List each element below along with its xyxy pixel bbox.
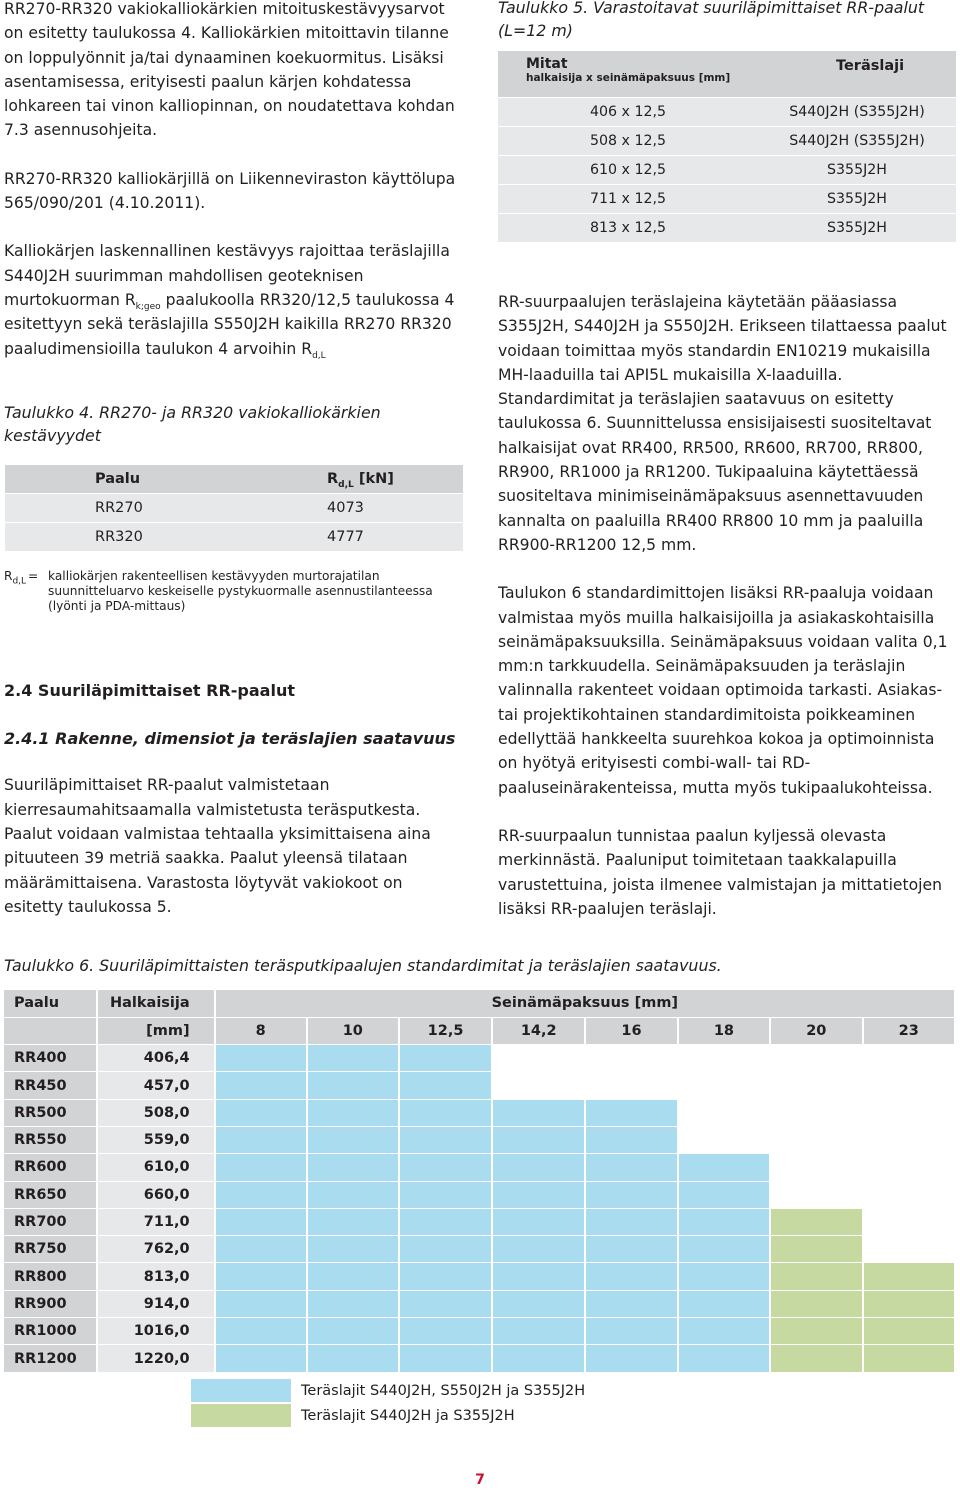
availability-cell — [492, 1126, 585, 1153]
table-row — [4, 1208, 955, 1235]
table6-col-paalu: Paalu — [4, 990, 97, 1017]
availability-cell — [399, 1263, 492, 1290]
table-row — [4, 1318, 955, 1345]
availability-cell — [770, 1318, 862, 1345]
availability-cell — [399, 1208, 492, 1235]
availability-cell — [399, 1318, 492, 1345]
table4-note — [4, 569, 466, 614]
pile-name: RR700 — [4, 1208, 97, 1235]
table6-header-row-1 — [4, 990, 955, 1017]
availability-cell — [678, 1154, 770, 1181]
availability-cell — [492, 1263, 585, 1290]
availability-cell — [585, 1318, 677, 1345]
table6-thickness-header: 12,5 — [399, 1017, 492, 1044]
pile-diameter: 1220,0 — [97, 1345, 215, 1372]
legend-swatch-green — [191, 1404, 291, 1427]
table5-cell: 610 x 12,5 — [498, 155, 758, 184]
availability-cell — [215, 1290, 307, 1317]
availability-cell — [307, 1126, 399, 1153]
availability-cell — [863, 1345, 955, 1372]
availability-cell — [215, 1318, 307, 1345]
note-text: kalliokärjen rakenteellisen kestävyyden murtorajatilan suunnitteluarvo keskeiselle pystykuormalle asennustilanteessa (lyönti ja PDA-mittaus) — [48, 569, 433, 614]
pile-diameter: 914,0 — [97, 1290, 215, 1317]
availability-cell — [863, 1318, 955, 1345]
table5-cell: S440J2H (S355J2H) — [758, 126, 956, 155]
pile-diameter: 457,0 — [97, 1072, 215, 1099]
availability-cell — [585, 1099, 677, 1126]
availability-cell — [678, 1318, 770, 1345]
pile-diameter: 762,0 — [97, 1236, 215, 1263]
table6-thickness-header: 10 — [307, 1017, 399, 1044]
availability-cell — [863, 1208, 955, 1235]
availability-cell — [678, 1181, 770, 1208]
table4-cell: 4073 — [235, 494, 463, 523]
availability-cell — [492, 1290, 585, 1317]
table-row — [498, 97, 956, 126]
availability-cell — [399, 1154, 492, 1181]
availability-cell — [770, 1072, 862, 1099]
availability-cell — [863, 1045, 955, 1072]
availability-cell — [215, 1263, 307, 1290]
availability-cell — [678, 1263, 770, 1290]
availability-cell — [307, 1345, 399, 1372]
intro-paragraph: RR270-RR320 vakiokalliokärkien mitoituskestävyysarvot on esitetty taulukossa 4. Kalliokärkien mitoittavin tilanne on loppulyönnit ja/tai dynaaminen koekuormitus. Lisäksi asentamisessa, erityisesti paalun kärjen kohdatessa lohkareen tai vinon kalliopinnan, on noudatettava kohdan 7.3 asennusohjeita. — [4, 0, 455, 140]
availability-cell — [399, 1126, 492, 1153]
table5-cell: S355J2H — [758, 155, 956, 184]
availability-cell — [678, 1045, 770, 1072]
table6-legend — [191, 1378, 585, 1428]
legend-item — [191, 1403, 585, 1428]
pile-name: RR600 — [4, 1154, 97, 1181]
table6-thickness-header: 14,2 — [492, 1017, 585, 1044]
availability-cell — [678, 1345, 770, 1372]
availability-cell — [492, 1236, 585, 1263]
table-row — [498, 155, 956, 184]
table-row — [4, 1126, 955, 1153]
pile-diameter: 711,0 — [97, 1208, 215, 1235]
availability-cell — [585, 1045, 677, 1072]
table4-col-paalu: Paalu — [5, 465, 235, 494]
availability-cell — [863, 1181, 955, 1208]
availability-cell — [585, 1290, 677, 1317]
availability-cell — [770, 1236, 862, 1263]
table4-cell: RR320 — [5, 523, 235, 552]
pile-diameter: 508,0 — [97, 1099, 215, 1126]
availability-cell — [585, 1181, 677, 1208]
availability-cell — [399, 1236, 492, 1263]
availability-cell — [307, 1099, 399, 1126]
availability-cell — [678, 1126, 770, 1153]
table4-col-rdl: $R_{d,L}$ [kN] — [235, 465, 463, 494]
legend-label: Teräslajit S440J2H, S550J2H ja S355J2H — [301, 1382, 586, 1399]
availability-cell — [770, 1263, 862, 1290]
availability-cell — [585, 1208, 677, 1235]
availability-cell — [492, 1045, 585, 1072]
capacity-subscript-1: k;geo — [135, 302, 161, 313]
table-row — [498, 213, 956, 242]
table6-thickness-header: 16 — [585, 1017, 677, 1044]
pile-name: RR750 — [4, 1236, 97, 1263]
availability-cell — [215, 1072, 307, 1099]
table6-caption: Taulukko 6. Suuriläpimittaisten teräsputkipaalujen standardimitat ja teräslajien saatavuus. — [4, 956, 722, 975]
availability-cell — [492, 1318, 585, 1345]
page-number: 7 — [475, 1472, 485, 1488]
legend-label: Teräslajit S440J2H ja S355J2H — [301, 1407, 515, 1424]
pile-name: RR800 — [4, 1263, 97, 1290]
note-equals: = — [28, 569, 39, 584]
availability-cell — [215, 1045, 307, 1072]
pile-diameter: 406,4 — [97, 1045, 215, 1072]
availability-cell — [585, 1126, 677, 1153]
table5-cell: S355J2H — [758, 184, 956, 213]
pile-name: RR550 — [4, 1126, 97, 1153]
availability-cell — [585, 1154, 677, 1181]
availability-cell — [215, 1099, 307, 1126]
availability-cell — [307, 1154, 399, 1181]
availability-cell — [492, 1181, 585, 1208]
availability-cell — [492, 1099, 585, 1126]
table6-thickness-header: 8 — [215, 1017, 307, 1044]
table4-caption: Taulukko 4. RR270- ja RR320 vakiokalliokärkien kestävyydet — [4, 402, 381, 445]
steel-grades-paragraph: RR-suurpaalujen teräslajeina käytetään pääasiassa S355J2H, S440J2H ja S550J2H. Erikseen tilattaessa paalut voidaan toimittaa myös standardin EN10219 mukaisilla MH-laaduilla tai API5L mukaisilla X-laaduilla. Standardimitat ja teräslajien saatavuus on esitetty taulukossa 6. Suunnittelussa ensisijaisesti suositeltavat halkaisijat ovat RR400, RR500, RR600, RR700, RR800, RR900, RR1000 ja RR1200. Tukipaaluina käytettäessä suositeltava minimiseinämäpaksuus asennettavuuden kannalta on paaluilla RR400 RR800 10 mm ja paaluilla RR900-RR1200 12,5 mm. — [498, 293, 947, 554]
availability-cell — [770, 1126, 862, 1153]
table6-thickness-header: 23 — [863, 1017, 955, 1044]
availability-cell — [492, 1208, 585, 1235]
pile-diameter: 610,0 — [97, 1154, 215, 1181]
table5 — [498, 51, 956, 242]
table-row — [498, 126, 956, 155]
availability-cell — [399, 1072, 492, 1099]
availability-cell — [678, 1290, 770, 1317]
availability-cell — [215, 1181, 307, 1208]
availability-cell — [585, 1072, 677, 1099]
availability-cell — [307, 1318, 399, 1345]
pile-diameter: 1016,0 — [97, 1318, 215, 1345]
availability-cell — [399, 1099, 492, 1126]
capacity-text-1: Kalliokärjen laskennallinen kestävyys rajoittaa teräslajilla S440J2H suurimman mahdollisen geoteknisen murtokuorman R — [4, 242, 450, 309]
table6-thickness-header: 20 — [770, 1017, 862, 1044]
availability-cell — [678, 1072, 770, 1099]
table5-cell: S355J2H — [758, 213, 956, 242]
availability-cell — [399, 1345, 492, 1372]
table-row — [498, 184, 956, 213]
table-row — [4, 1345, 955, 1372]
table5-col-mitat — [498, 51, 758, 97]
availability-cell — [399, 1045, 492, 1072]
subsection-heading: 2.4.1 Rakenne, dimensiot ja teräslajien saatavuus — [4, 729, 456, 749]
availability-cell — [770, 1154, 862, 1181]
availability-cell — [307, 1045, 399, 1072]
table5-cell: S440J2H (S355J2H) — [758, 97, 956, 126]
availability-cell — [215, 1236, 307, 1263]
availability-cell — [585, 1263, 677, 1290]
table-row — [4, 1181, 955, 1208]
availability-cell — [215, 1126, 307, 1153]
table4-cell: 4777 — [235, 523, 463, 552]
availability-cell — [585, 1345, 677, 1372]
availability-cell — [307, 1072, 399, 1099]
pile-name: RR500 — [4, 1099, 97, 1126]
availability-cell — [215, 1345, 307, 1372]
table6-col-halkaisija: Halkaisija — [97, 990, 215, 1017]
pile-diameter: 813,0 — [97, 1263, 215, 1290]
custom-dimensions-paragraph: Taulukon 6 standardimittojen lisäksi RR-paaluja voidaan valmistaa myös muilla halkaisijoilla ja asiakaskohtaisilla seinämäpaksuuksilla. Seinämäpaksuus voidaan valita 0,1 mm:n tarkkuudella. Seinämäpaksuuden ja teräslajin valinnalla rakenteet voidaan optimoida tarkasti. Asiakas- tai projektikohtainen standardimitoista poikkeaminen edellyttää hankkeelta suurehkoa kokoa ja optimoinnista on hyötyä erityisesti combi-wall- tai RD-paaluseinärakenteissa, mutta myös tukipaalukohteissa. — [498, 584, 948, 797]
table-row — [4, 1290, 955, 1317]
table6-empty-cell — [4, 1017, 97, 1044]
table4 — [5, 465, 463, 553]
table-row — [4, 1154, 955, 1181]
availability-cell — [863, 1126, 955, 1153]
availability-cell — [307, 1181, 399, 1208]
table5-cell: 508 x 12,5 — [498, 126, 758, 155]
table-row — [4, 1072, 955, 1099]
table6-col-wall: Seinämäpaksuus [mm] — [215, 990, 955, 1017]
availability-cell — [215, 1154, 307, 1181]
right-column — [498, 0, 956, 921]
capacity-text-2: paalukoolla RR320/12,5 taulukossa 4 esitettyyn sekä teräslajilla S550J2H kaikilla RR270 RR320 paaludimensioilla taulukon 4 arvoihin R — [4, 290, 455, 358]
pile-diameter: 559,0 — [97, 1126, 215, 1153]
availability-cell — [770, 1290, 862, 1317]
availability-cell — [399, 1181, 492, 1208]
pile-name: RR1000 — [4, 1318, 97, 1345]
availability-cell — [863, 1099, 955, 1126]
availability-cell — [770, 1045, 862, 1072]
table5-cell: 813 x 12,5 — [498, 213, 758, 242]
capacity-paragraph — [4, 239, 466, 360]
availability-cell — [307, 1263, 399, 1290]
identification-paragraph: RR-suurpaalun tunnistaa paalun kyljessä olevasta merkinnästä. Paaluniput toimitetaan taakkalapuilla varustettuina, joista ilmenee valmistajan ja mittatietojen lisäksi RR-paalujen teräslaji. — [498, 826, 942, 918]
availability-cell — [770, 1345, 862, 1372]
availability-cell — [770, 1099, 862, 1126]
availability-cell — [678, 1236, 770, 1263]
table6-header-row-2 — [4, 1017, 955, 1044]
availability-cell — [307, 1208, 399, 1235]
table5-header — [498, 51, 956, 97]
availability-cell — [863, 1236, 955, 1263]
availability-cell — [492, 1345, 585, 1372]
availability-cell — [678, 1208, 770, 1235]
table5-cell: 711 x 12,5 — [498, 184, 758, 213]
capacity-subscript-2: d,L — [312, 350, 326, 361]
pile-name: RR1200 — [4, 1345, 97, 1372]
legend-item — [191, 1378, 585, 1403]
table-row — [5, 494, 463, 523]
table5-caption: Taulukko 5. Varastoitavat suuriläpimittaiset RR-paalut (L=12 m) — [498, 0, 925, 40]
table-row — [4, 1236, 955, 1263]
availability-cell — [863, 1072, 955, 1099]
legend-swatch-blue — [191, 1379, 291, 1402]
table-row — [4, 1263, 955, 1290]
availability-cell — [863, 1154, 955, 1181]
availability-cell — [215, 1208, 307, 1235]
pile-name: RR900 — [4, 1290, 97, 1317]
availability-cell — [307, 1290, 399, 1317]
left-column — [4, 0, 466, 919]
note-symbol: $R_{d,L}$ — [4, 569, 27, 587]
table5-h1-sub: halkaisija x seinämäpaksuus [mm] — [526, 72, 731, 84]
table6 — [4, 990, 956, 1373]
table-row — [4, 1045, 955, 1072]
availability-cell — [399, 1290, 492, 1317]
table-row — [5, 523, 463, 552]
pile-name: RR400 — [4, 1045, 97, 1072]
table4-header — [5, 465, 463, 494]
availability-cell — [307, 1236, 399, 1263]
availability-cell — [678, 1099, 770, 1126]
pile-diameter: 660,0 — [97, 1181, 215, 1208]
table6-col-mm: [mm] — [97, 1017, 215, 1044]
table5-cell: 406 x 12,5 — [498, 97, 758, 126]
table5-h1: Mitat — [526, 56, 568, 72]
pile-name: RR450 — [4, 1072, 97, 1099]
availability-cell — [863, 1263, 955, 1290]
table5-col-teraslaji: Teräslaji — [758, 51, 956, 97]
table-row — [4, 1099, 955, 1126]
structure-paragraph: Suuriläpimittaiset RR-paalut valmistetaan kierresaumahitsaamalla valmistetusta teräsputkesta. Paalut voidaan valmistaa tehtaalla yksimittaisena aina pituuteen 39 metriä saakka. Paalut yleensä tilataan määrämittaisena. Varastosta löytyvät vakiokoot on esitetty taulukossa 5. — [4, 776, 431, 916]
table6-thickness-header: 18 — [678, 1017, 770, 1044]
permit-paragraph: RR270-RR320 kalliokärjillä on Liikenneviraston käyttölupa 565/090/201 (4.10.2011). — [4, 169, 456, 213]
availability-cell — [585, 1236, 677, 1263]
pile-name: RR650 — [4, 1181, 97, 1208]
availability-cell — [492, 1072, 585, 1099]
availability-cell — [770, 1181, 862, 1208]
availability-cell — [492, 1154, 585, 1181]
table4-cell: RR270 — [5, 494, 235, 523]
availability-cell — [770, 1208, 862, 1235]
availability-cell — [863, 1290, 955, 1317]
section-heading: 2.4 Suuriläpimittaiset RR-paalut — [4, 681, 295, 701]
